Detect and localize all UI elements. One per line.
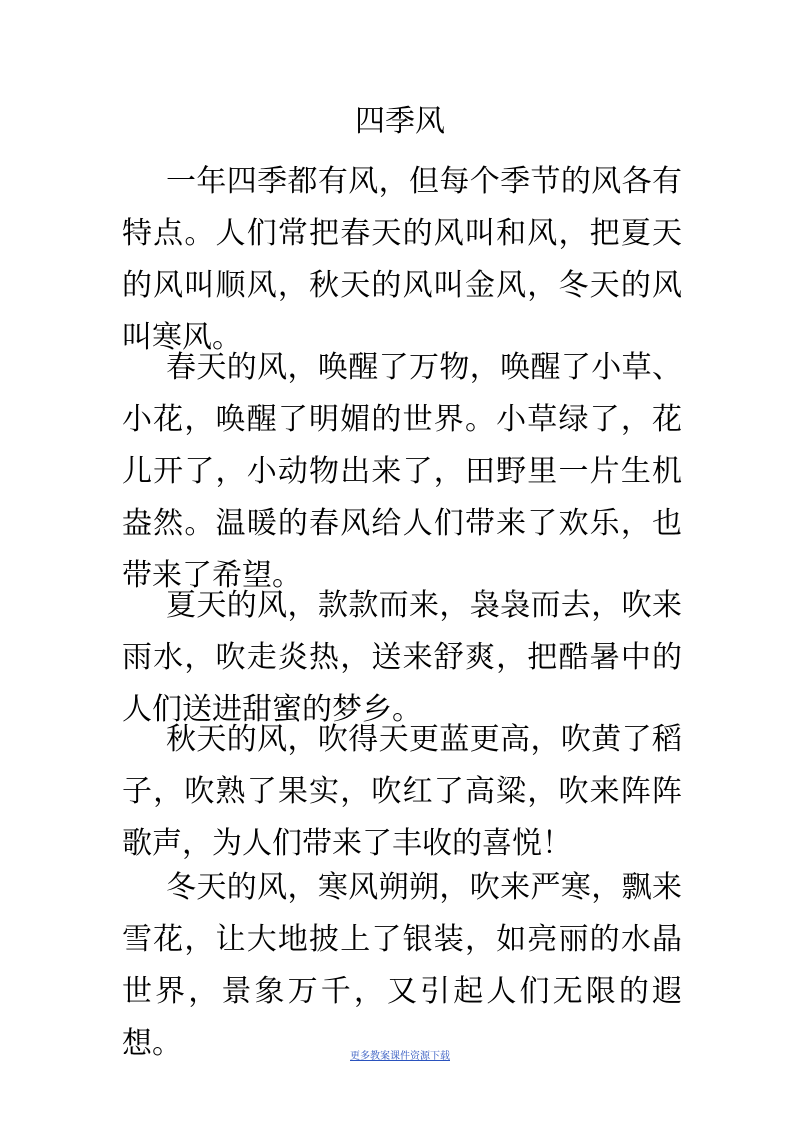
paragraph-winter: 冬天的风，寒风朔朔，吹来严寒，飘来雪花，让大地披上了银装，如亮丽的水晶世界，景象万千，又引起人们无限的遐想。 [122, 870, 682, 1061]
paragraph-spring: 春天的风，唤醒了万物，唤醒了小草、小花，唤醒了明媚的世界。小草绿了，花儿开了，小动物出来了，田野里一片生机盎然。温暖的春风给人们带来了欢乐，也带来了希望。 [122, 350, 682, 593]
footer-download-link[interactable]: 更多教案课件资源下载 [350, 1051, 450, 1062]
paragraph-autumn: 秋天的风，吹得天更蓝更高，吹黄了稻子，吹熟了果实，吹红了高粱，吹来阵阵歌声，为人们带来了丰收的喜悦！ [122, 722, 682, 861]
page-title: 四季风 [355, 104, 445, 139]
paragraph-summer: 夏天的风，款款而来，袅袅而去，吹来雨水，吹走炎热，送来舒爽，把酷暑中的人们送进甜蜜的梦乡。 [122, 588, 682, 727]
paragraph-intro: 一年四季都有风，但每个季节的风各有特点。人们常把春天的风叫和风，把夏天的风叫顺风，秋天的风叫金风，冬天的风叫寒风。 [122, 164, 682, 355]
